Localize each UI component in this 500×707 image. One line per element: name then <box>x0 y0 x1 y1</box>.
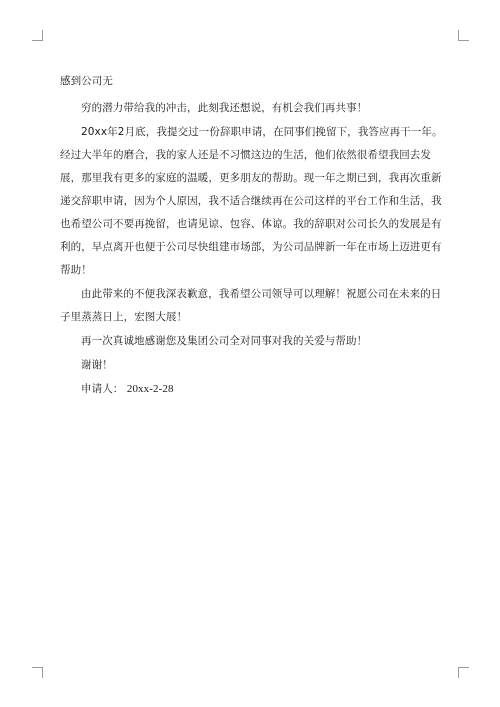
paragraph-resignation-details: 20xx年2月底，我提交过一份辞职申请，在同事们挽留下，我答应再干一年。经过大半年的磨合，我的家人还是不习惯这边的生活，他们依然很希望我回去发展，那里我有更多的家庭的温暖，更多朋友的帮助。现一年之期已到，我再次重新递交辞职申请，因为个人原因，我不适合继续再在公司这样的平台工作和生活，我也希望公司不要再挽留，也请见谅、包容、体谅。我的辞职对公司长久的发展是有利的，早点离开也便于公司尽快组建市场部，为公司品牌新一年在市场上迈进更有帮助！ <box>60 126 443 276</box>
paragraph-closing-remark: 穷的潜力带给我的冲击，此刻我还想说，有机会我们再共事！ <box>81 102 368 114</box>
paragraph-continuation: 感到公司无 <box>60 75 113 87</box>
crop-mark-bottom-right <box>458 667 469 678</box>
crop-mark-top-right <box>458 30 469 41</box>
signature-label: 申请人： <box>81 383 124 395</box>
paragraph-thanks: 再一次真诚地感谢您及集团公司全对同事对我的关爱与帮助！ <box>81 335 368 347</box>
crop-mark-bottom-left <box>32 667 43 678</box>
crop-mark-top-left <box>32 30 43 41</box>
paragraph-thank-you: 谢谢！ <box>81 359 113 371</box>
document-body <box>60 70 445 401</box>
signature-date: 20xx-2-28 <box>126 383 174 395</box>
signature-line <box>60 378 445 401</box>
paragraph-apology: 由此带来的不便我深表歉意，我希望公司领导可以理解！祝愿公司在未来的日子里蒸蒸日上，宏图大展！ <box>60 288 442 323</box>
